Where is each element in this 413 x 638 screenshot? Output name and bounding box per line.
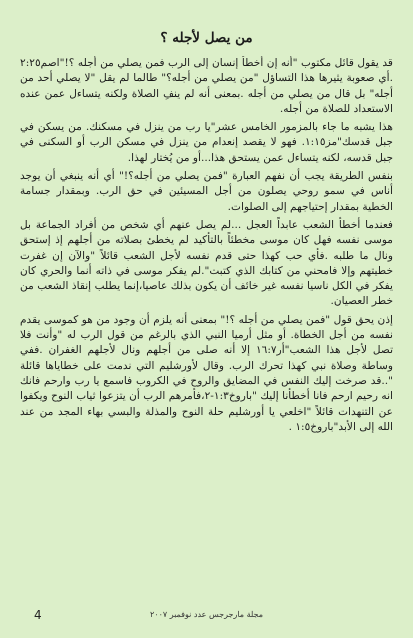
paragraph: فعندما أخطأ الشعب عابداً العجل ...لم يصل عنهم أي شخص من أفراد الجماعة بل موسى نفسه فهل كان موسى مخطئاً بالتأكيد لم يخطئ بصلاته من أجلهم إذ إستحق ونال ما طلبه .فأي حب كهذا حتى قدم نفسه لأجل الشعب قائلاً "والآن إن غفرت خطيتهم وإلا فامحني من كتابك الذي كتبت".لم يفكر موسى في ذاته أنما والحري كان يفكر في الكل ناسيا نفسه غير خائف أن يكون بذلك عاصيا،إنما يطلب إنقاذ الشعب من خطر العصيان. [20,218,393,308]
article-body [20,56,393,604]
paragraph: بنفس الطريقة يجب أن نفهم العبارة "فمن يصلي من أجله؟!" أي أنه ينبغي أن يوجد أناس في سمو روحي يصلون من أجل المسيئين في حق الرب. وبمقدار جسامة الخطية بمقدار إحتياجهم إلى الصلوات. [20,170,393,213]
paragraph: هذا يشبه ما جاء بالمزمور الخامس عشر"يا رب من ينزل في مسكنك. من يسكن في جبل قدسك"مز١:١٥. فهو لا يقصد إنعدام من ينزل في مسكن الرب أو السكنى في جبل قدسه، لكنه يتساءل عمن يستحق هذا...أو من يُختار لهذا. [20,121,393,164]
page-footer [0,608,413,628]
article-title: من يصل لأجله ؟ [160,30,253,46]
paragraph: قد يقول قائل مكتوب "أنه إن أخطأ إنسان إلى الرب فمن يصلي من أجله ؟!"اصم٢:٢٥ .أي صعوبة يثيرها هذا التساؤل "من يصلي من أجله؟" طالما لم يقل "لا يصلي أحد من أجله" بل قال من يصلي من أجله .بمعنى أنه لم ينفِ الصلاة ولكنه يتساءل عمن عنده الاستعداد للصلاة من أجله. [20,57,393,115]
page-number: 4 [34,608,42,622]
paragraph: إذن يحق قول "فمن يصلي من أجله ؟!" بمعنى أنه يلزم أن وجود من هو كموسى يقدم نفسه من أجل الخطاة. أو مثل أرميا النبي الذي بالرغم من قول الرب له "وأنت فلا تصل لأجل هذا الشعب"أر١٦:٧ إلا أنه صلى من أجلهم ونال لأجلهم الغفران .ففي وساطة وصلاة نبي كهذا تحرك الرب. وقال لأورشليم التي ندمت على خطاياها قائلة "..قد صرخت إليك النفس في المضايق والروح في الكروب فاسمع يا رب وارحم فانك انه رحيم ارحم فانا أخطأنا إليك "باروخ١:٣-٢،فأمرهم الرب أن يتزعوا ثياب النوح ويكفوا عن التنهدات قائلاً "اخلعي يا أورشليم حلة النوح والمذلة والبسي بهاء المجد من عند الله إلى الأبد"باروخ١:٥ . [20,313,393,433]
footer-caption: مجلة مارجرجس عدد نوفمبر ٢٠٠٧ [149,610,263,619]
